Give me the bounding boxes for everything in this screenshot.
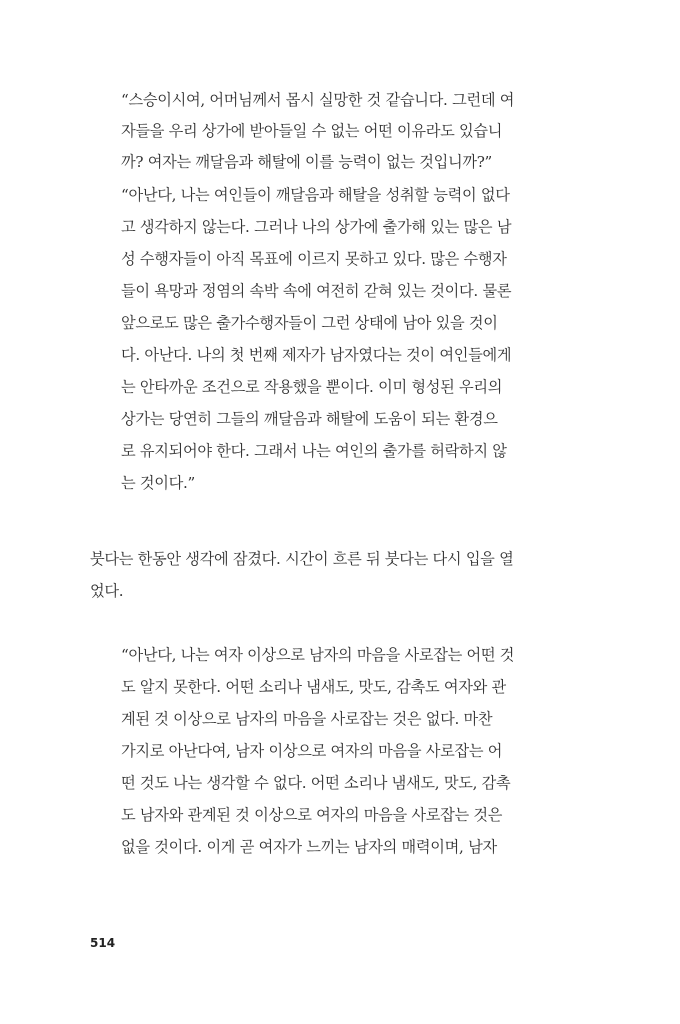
text-line: 었다. [90,582,124,600]
text-line: 붓다는 한동안 생각에 잠겼다. 시간이 흐른 뒤 붓다는 다시 입을 열 [90,550,514,568]
page-number: 514 [90,936,116,950]
text-line: 도 알지 못한다. 어떤 소리나 냄새도, 맛도, 감촉도 여자와 관 [121,678,506,696]
text-line: 까? 여자는 깨달음과 해탈에 이를 능력이 없는 것입니까?” [121,153,493,171]
text-line: 계된 것 이상으로 남자의 마음을 사로잡는 것은 없다. 마찬 [121,710,493,728]
text-line: 상가는 당연히 그들의 깨달음과 해탈에 도움이 되는 환경으 [121,410,498,428]
text-line: 떤 것도 나는 생각할 수 없다. 어떤 소리나 냄새도, 맛도, 감촉 [121,774,511,792]
text-line: “아난다, 나는 여자 이상으로 남자의 마음을 사로잡는 어떤 것 [121,646,515,664]
text-line: 들이 욕망과 정염의 속박 속에 여전히 갇혀 있는 것이다. 물론 [121,282,512,300]
text-line: 고 생각하지 않는다. 그러나 나의 상가에 출가해 있는 많은 남 [121,218,512,236]
text-line: 자들을 우리 상가에 받아들일 수 없는 어떤 이유라도 있습니 [121,122,503,140]
text-line: 앞으로도 많은 출가수행자들이 그런 상태에 남아 있을 것이 [121,314,498,332]
text-line: 성 수행자들이 아직 목표에 이르지 못하고 있다. 많은 수행자 [121,250,507,268]
text-line: 다. 아난다. 나의 첫 번째 제자가 남자였다는 것이 여인들에게 [121,346,512,364]
text-line: 가지로 아난다여, 남자 이상으로 여자의 마음을 사로잡는 어 [121,742,503,760]
text-line: 는 것이다.” [121,474,196,492]
text-line: 로 유지되어야 한다. 그래서 나는 여인의 출가를 허락하지 않 [121,442,507,460]
text-line: 없을 것이다. 이게 곧 여자가 느끼는 남자의 매력이며, 남자 [121,838,497,856]
text-line: 는 안타까운 조건으로 작용했을 뿐이다. 이미 형성된 우리의 [121,378,503,396]
text-line: “스승이시여, 어머님께서 몹시 실망한 것 같습니다. 그런데 여 [121,91,515,109]
text-line: 도 남자와 관계된 것 이상으로 여자의 마음을 사로잡는 것은 [121,806,503,824]
text-line: “아난다, 나는 여인들이 깨달음과 해탈을 성취할 능력이 없다 [121,186,510,204]
